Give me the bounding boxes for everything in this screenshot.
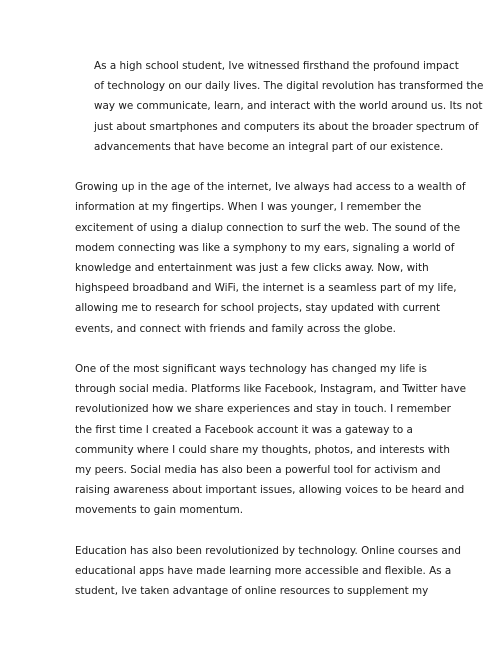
- text-line: educational apps have made learning more accessible and flexible. As a: [75, 565, 452, 578]
- document-body: [75, 56, 484, 622]
- text-line: highspeed broadband and WiFi, the internet is a seamless part of my life,: [75, 282, 457, 295]
- text-line: Education has also been revolutionized by technology. Online courses and: [75, 544, 461, 557]
- text-line: Growing up in the age of the internet, Ive always had access to a wealth of: [75, 181, 466, 194]
- text-line: revolutionized how we share experiences and stay in touch. I remember: [75, 403, 451, 416]
- text-line: of technology on our daily lives. The digital revolution has transformed the: [94, 80, 484, 93]
- text-line: through social media. Platforms like Facebook, Instagram, and Twitter have: [75, 383, 467, 396]
- paragraph-education: [75, 541, 461, 602]
- text-line: allowing me to research for school projects, stay updated with current: [75, 302, 441, 315]
- text-line: events, and connect with friends and family across the globe.: [75, 322, 396, 335]
- text-line: advancements that have become an integral part of our existence.: [94, 140, 444, 153]
- paragraph-social-media: [75, 359, 467, 521]
- text-line: way we communicate, learn, and interact with the world around us. Its not: [94, 100, 483, 113]
- text-line: knowledge and entertainment was just a few clicks away. Now, with: [75, 262, 429, 275]
- text-line: the first time I created a Facebook account it was a gateway to a: [75, 423, 413, 436]
- text-line: my peers. Social media has also been a powerful tool for activism and: [75, 464, 441, 477]
- text-line: movements to gain momentum.: [75, 504, 244, 517]
- text-line: raising awareness about important issues, allowing voices to be heard and: [75, 484, 465, 497]
- paragraph-technology-impact: [75, 56, 484, 157]
- text-line: just about smartphones and computers its about the broader spectrum of: [94, 120, 479, 133]
- text-line: student, Ive taken advantage of online resources to supplement my: [75, 585, 429, 598]
- text-line: One of the most significant ways technology has changed my life is: [75, 363, 427, 376]
- text-line: excitement of using a dialup connection to surf the web. The sound of the: [75, 221, 461, 234]
- text-line: community where I could share my thoughts, photos, and interests with: [75, 443, 450, 456]
- text-line: information at my fingertips. When I was younger, I remember the: [75, 201, 422, 214]
- paragraph-internet: [75, 177, 466, 339]
- text-line: As a high school student, Ive witnessed firsthand the profound impact: [94, 60, 459, 72]
- text-line: modem connecting was like a symphony to my ears, signaling a world of: [75, 241, 455, 254]
